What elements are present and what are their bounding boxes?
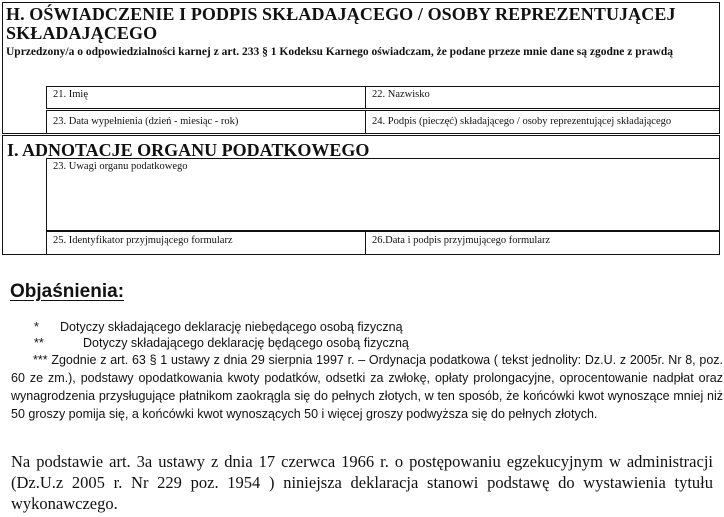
footnote-1-text: Dotyczy składającego deklarację niebędącego osobą fizyczną (60, 320, 403, 334)
field-25-receiver-id[interactable] (46, 231, 366, 255)
section-h-declaration: Uprzedzony/a o odpowiedzialności karnej z art. 233 § 1 Kodeksu Karnego oświadczam, że podane przeze mnie dane są zgodne z prawdą (6, 46, 673, 58)
field-21-first-name[interactable] (46, 86, 366, 109)
section-h-title: H. OŚWIADCZENIE I PODPIS SKŁADAJĄCEGO / OSOBY REPREZENTUJĄCEJ SKŁADAJĄCEGO (6, 4, 676, 43)
field-26-label: 26.Data i podpis przyjmującego formularz (372, 235, 551, 246)
field-25-label: 25. Identyfikator przyjmującego formularz (53, 235, 233, 246)
field-22-surname[interactable] (365, 86, 720, 109)
field-21-label: 21. Imię (53, 89, 88, 100)
field-23-fill-date[interactable] (46, 110, 366, 134)
legal-basis-paragraph: Na podstawie art. 3a ustawy z dnia 17 czerwca 1966 r. o postępowaniu egzekucyjnym w administracji (Dz.U.z 2005 r. Nr 229 poz. 1954 ) niniejsza deklaracja stanowi podstawę do wystawienia tytułu wykonawczego. (11, 452, 713, 513)
footnote-1-mark: * (34, 320, 39, 334)
footnote-2-mark: ** (34, 336, 44, 350)
footnote-3-rounding-rule (11, 351, 723, 423)
field-23-office-remarks[interactable] (46, 158, 720, 231)
field-26-receiver-date-signature[interactable] (365, 231, 720, 255)
footnote-3-text: *** Zgodnie z art. 63 § 1 ustawy z dnia 29 sierpnia 1997 r. – Ordynacja podatkowa ( tekst jednolity: Dz.U. z 2005r. Nr 8, poz. 60 ze zm.), podstawy opodatkowania kwoty podatków, odsetki za zwłokę, opłaty prolongacyjne, oprocentowanie nadpłat oraz wynagrodzenia przysługujące płatnikom zaokrągla się do pełnych złotych, w ten sposób, że końcówki kwot wynoszące mniej niż 50 groszy pomija się, a końcówki kwot wynoszących 50 i więcej groszy podwyższa się do pełnych złotych. (11, 353, 723, 421)
field-24-label: 24. Podpis (pieczęć) składającego / osoby reprezentującej składającego (372, 116, 672, 127)
field-23-label: 23. Data wypełnienia (dzień - miesiąc - rok) (53, 116, 239, 127)
field-23-remarks-label: 23. Uwagi organu podatkowego (53, 161, 188, 172)
footnote-2-text: Dotyczy składającego deklarację będącego osobą fizyczną (83, 336, 409, 350)
explanations-heading: Objaśnienia: (10, 281, 125, 302)
field-22-label: 22. Nazwisko (372, 89, 430, 100)
field-24-signature[interactable] (365, 110, 720, 134)
section-i-title: I. ADNOTACJE ORGANU PODATKOWEGO (7, 140, 370, 160)
footnote-2 (34, 334, 409, 352)
